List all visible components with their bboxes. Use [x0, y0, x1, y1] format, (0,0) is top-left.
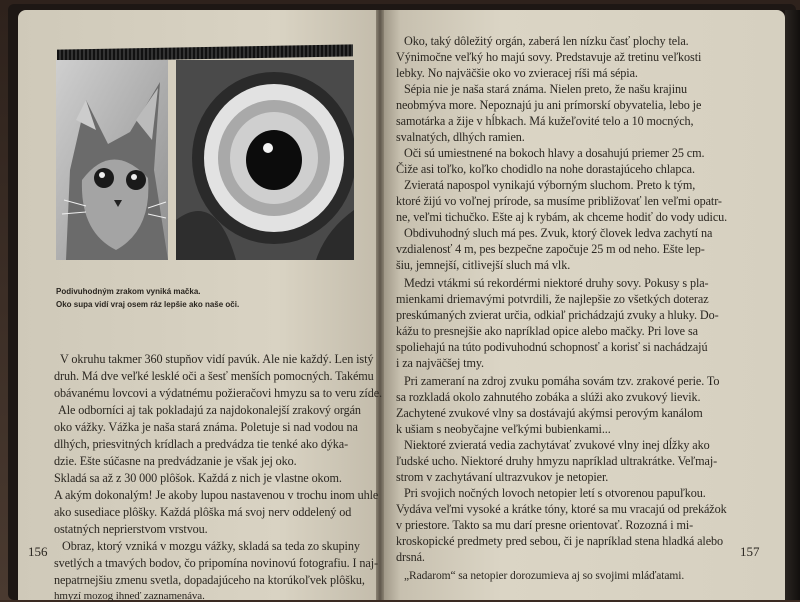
text-line: strom v zachytávaní ultrazvukov je netopier. — [396, 470, 609, 484]
text-line: lebky. No najväčšie oko vo zvieracej ríši má sépia. — [396, 66, 638, 80]
text-line: Čiže asi toľko, koľko chodidlo na nohe dorastajúceho chlapca. — [396, 162, 695, 176]
text-line: Vydáva veľmi vysoké a krátke tóny, ktoré sa mu vracajú od prekážok — [396, 502, 727, 516]
text-line: dlhých, priesvitných krídlach a predvádza tie tenké ako dýka- — [54, 437, 349, 451]
text-line: samotárka a žije v hĺbkach. Má kužeľovité telo a 10 mocných, — [396, 114, 694, 128]
photo-caption: Oko supa vidí vraj osem ráz lepšie ako naše oči. — [56, 300, 240, 309]
text-line: v priestore. Takto sa mu darí presne orientovať. Rozozná i mi- — [396, 518, 694, 532]
text-line: Pri zameraní na zdroj zvuku pomáha sovám tzv. zrakové perie. To — [404, 374, 720, 388]
text-line: hmyzí mozog ihneď zaznamenáva. — [54, 590, 205, 602]
page-number-left: 156 — [28, 544, 48, 559]
text-line: oko vážky. Vážka je naša stará známa. Poletuje si nad vodou na — [54, 420, 358, 434]
text-line: neobmýva more. Nepoznajú ju ani prímorskí obyvatelia, lebo je — [396, 98, 702, 112]
text-line: kroskopické predmety pred sebou, či je napríklad stena hladká alebo — [396, 534, 723, 548]
text-line: Skladá sa až z 30 000 plôšok. Každá z nich je vlastne okom. — [54, 471, 342, 485]
text-line: i za najväčšej tmy. — [396, 356, 485, 370]
text-line: dzie. Ešte súčasne na predvádzanie je však jej oko. — [54, 454, 297, 468]
text-line: ne, veľmi tichučko. Ešte aj k rybám, ak chceme hodiť do vody udicu. — [396, 210, 728, 224]
text-line: Obraz, ktorý vzniká v mozgu vážky, skladá sa teda zo skupiny — [62, 539, 360, 553]
text-line: šiu, jemnejší, citlivejší sluch má vlk. — [396, 258, 571, 272]
text-line: svetlých a tmavých bodov, čo pripomína novinovú fotografiu. I naj- — [54, 556, 378, 570]
text-line: k ušiam s neobyčajne veľkými bubienkami... — [396, 422, 611, 436]
text-line: Zvieratá napospol vynikajú výborným sluchom. Preto k tým, — [404, 178, 696, 192]
text-line: Sépia nie je naša stará známa. Nielen preto, že našu krajinu — [404, 82, 687, 96]
text-line: mienkami driemavými potvrdili, že najlepšie zo všetkých doteraz — [396, 292, 709, 306]
text-line: Medzi vtákmi sú rekordérmi niektoré druhy sovy. Pokusy s pla- — [404, 276, 709, 290]
text-line: Ale odborníci aj tak pokladajú za najdokonalejší zrakový orgán — [58, 403, 361, 417]
text-line: Oko, taký dôležitý orgán, zaberá len nízku časť plochy tela. — [404, 34, 689, 48]
text-line: druh. Má dve veľké lesklé oči a šesť menších pomocných. Takému — [54, 369, 374, 383]
text-line: vzdialenosť 4 m, pes bezpečne započuje 25 m od neho. Ešte lep- — [396, 242, 705, 256]
text-line: obávanému lovcovi a výdatnému požieračovi hmyzu sa to veru zíde. — [54, 386, 382, 400]
text-line: Výnimočne veľký ho majú sovy. Predstavuje až tretinu veľkosti — [396, 50, 702, 64]
text-line: Zachytené zvukové vlny sa dostávajú akýmsi perovým kanálom — [396, 406, 703, 420]
text-line: „Radarom“ sa netopier dorozumieva aj so svojimi mláďatami. — [404, 570, 685, 582]
text-line: A akým dokonalým! Je akoby lupou nastavenou v trochu inom uhle — [54, 488, 379, 502]
text-line: ako susediace plôšky. Každá plôška má svoj nerv oddelený od — [54, 505, 352, 519]
text-line: ktoré žijú vo voľnej prírode, sa musíme približovať len veľmi opatr- — [396, 194, 722, 208]
text-line: spoliehajú na túto podivuhodnú schopnosť a korisť si nachádzajú — [396, 340, 708, 354]
text-line: ostatných neprierstvom vrstvou. — [54, 522, 208, 536]
text-line: nepatrnejšiu zmenu svetla, dopadajúceho na ktorúkoľvek plôšku, — [54, 573, 365, 587]
text-line: preskúmaných zvierat určia, odkiaľ prichádzajú zvuky a hluky. Do- — [396, 308, 719, 322]
text-line: V okruhu takmer 360 stupňov vidí pavúk. Ale nie každý. Len istý — [60, 352, 374, 366]
text-line: Oči sú umiestnené na bokoch hlavy a dosahujú priemer 25 cm. — [404, 146, 705, 160]
text-line: Niektoré zvieratá vedia zachytávať zvukové vlny inej dĺžky ako — [404, 438, 710, 452]
text-line: ľudské ucho. Niektoré druhy hmyzu napríklad ultrakrátke. Veľmaj- — [396, 454, 718, 468]
page-number-right: 157 — [740, 544, 760, 559]
text-line: drsná. — [396, 550, 425, 564]
text-line: kážu to presnejšie ako napríklad opice alebo mačky. Pri love sa — [396, 324, 698, 338]
text-line: Pri svojich nočných lovoch netopier letí s otvorenou papuľkou. — [404, 486, 706, 500]
eye-photo — [176, 60, 354, 260]
book-edge — [785, 10, 800, 600]
photo-caption: Podivuhodným zrakom vyniká mačka. — [56, 287, 201, 296]
text-line: sa rozkladá okolo zahnutého zobáka a slúži ako zvukový lievik. — [396, 390, 701, 404]
text-line: Obdivuhodný sluch má pes. Zvuk, ktorý človek ledva zachytí na — [404, 226, 713, 240]
text-line: svalnatých, dlhých ramien. — [396, 130, 525, 144]
cat-photo — [56, 60, 168, 260]
book-spine — [376, 10, 384, 600]
